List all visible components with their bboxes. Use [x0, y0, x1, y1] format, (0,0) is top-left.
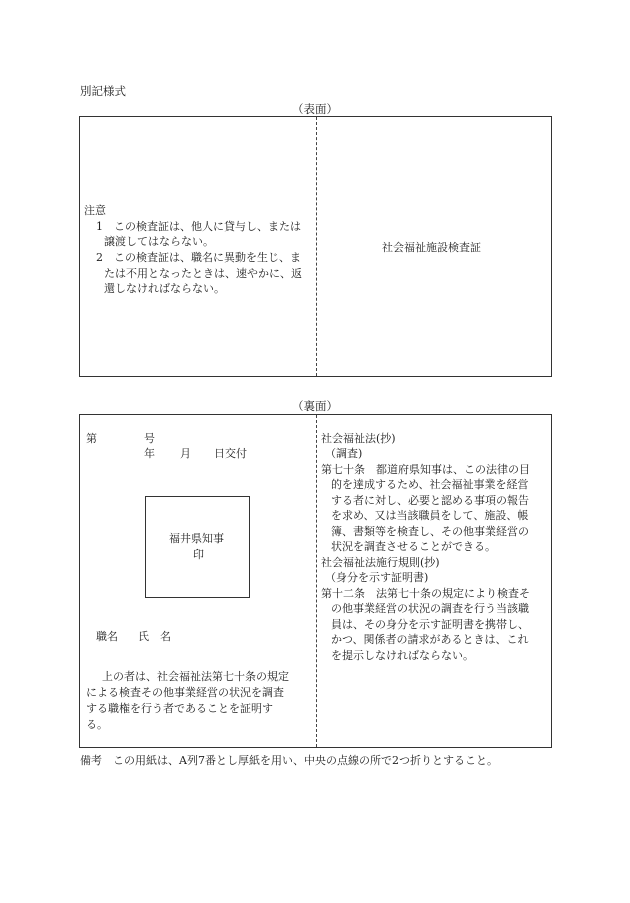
law-article: する者に対し、必要と認める事項の報告 — [331, 494, 529, 507]
form-label: 別記様式 — [80, 84, 126, 98]
certification-line: る。 — [86, 718, 108, 731]
notes-heading: 注意 — [84, 204, 106, 217]
number-suffix: 号 — [144, 432, 155, 445]
certification-line: による検査その他事業経営の状況を調査 — [86, 686, 284, 699]
name-label: 氏 名 — [138, 630, 171, 643]
certification-line: する職権を行う者であることを証明す — [86, 702, 273, 715]
remarks: 備考 この用紙は、A列7番とし厚紙を用い、中央の点線の所で2つ折りとすること。 — [80, 754, 498, 767]
date-issued: 日交付 — [214, 447, 247, 460]
law-title: 社会福祉法(抄) — [321, 432, 396, 445]
certification-line: 上の者は、社会福祉法第七十条の規定 — [102, 670, 289, 683]
note-line: 譲渡してはならない。 — [104, 235, 214, 248]
front-side-label: （表面） — [292, 102, 338, 116]
certificate-title: 社会福祉施設検査証 — [382, 241, 481, 254]
law-article: 的を達成するため、社会福祉事業を経営 — [331, 478, 529, 491]
back-side-label: （裏面） — [292, 399, 338, 413]
date-month: 月 — [180, 447, 191, 460]
note-line: たは不用となったときは、速やかに、返 — [104, 267, 302, 280]
seal-mark: 印 — [193, 548, 204, 561]
law-article: 簿、書類等を検査し、その他事業経営の — [331, 525, 529, 538]
position-label: 職名 — [96, 630, 118, 643]
law-heading: （身分を示す証明書) — [325, 571, 429, 584]
law-title: 社会福祉法施行規則(抄) — [321, 556, 440, 569]
back-card — [79, 414, 552, 748]
fold-line — [316, 117, 317, 376]
note-line: 1 この検査証は、他人に貸与し、または — [96, 220, 301, 233]
law-article: かつ、関係者の請求があるときは、これ — [331, 633, 529, 646]
front-card — [79, 116, 552, 377]
law-article: を提示しなければならない。 — [331, 649, 474, 662]
seal-title: 福井県知事 — [169, 532, 224, 545]
law-article: を求め、又は当該職員をして、施設、帳 — [331, 509, 529, 522]
date-year: 年 — [144, 447, 155, 460]
fold-line — [316, 415, 317, 747]
law-article: 員は、その身分を示す証明書を携帯し、 — [331, 618, 529, 631]
seal-box — [145, 496, 250, 598]
law-article: 状況を調査させることができる。 — [331, 540, 496, 553]
law-heading: （調査) — [325, 447, 363, 460]
law-article: 第十二条 法第七十条の規定により検査そ — [321, 587, 530, 600]
note-line: 還しなければならない。 — [104, 282, 225, 295]
law-article: の他事業経営の状況の調査を行う当該職 — [331, 602, 529, 615]
number-prefix: 第 — [86, 432, 97, 445]
law-article: 第七十条 都道府県知事は、この法律の目 — [321, 463, 530, 476]
note-line: 2 この検査証は、職名に異動を生じ、ま — [96, 251, 301, 264]
